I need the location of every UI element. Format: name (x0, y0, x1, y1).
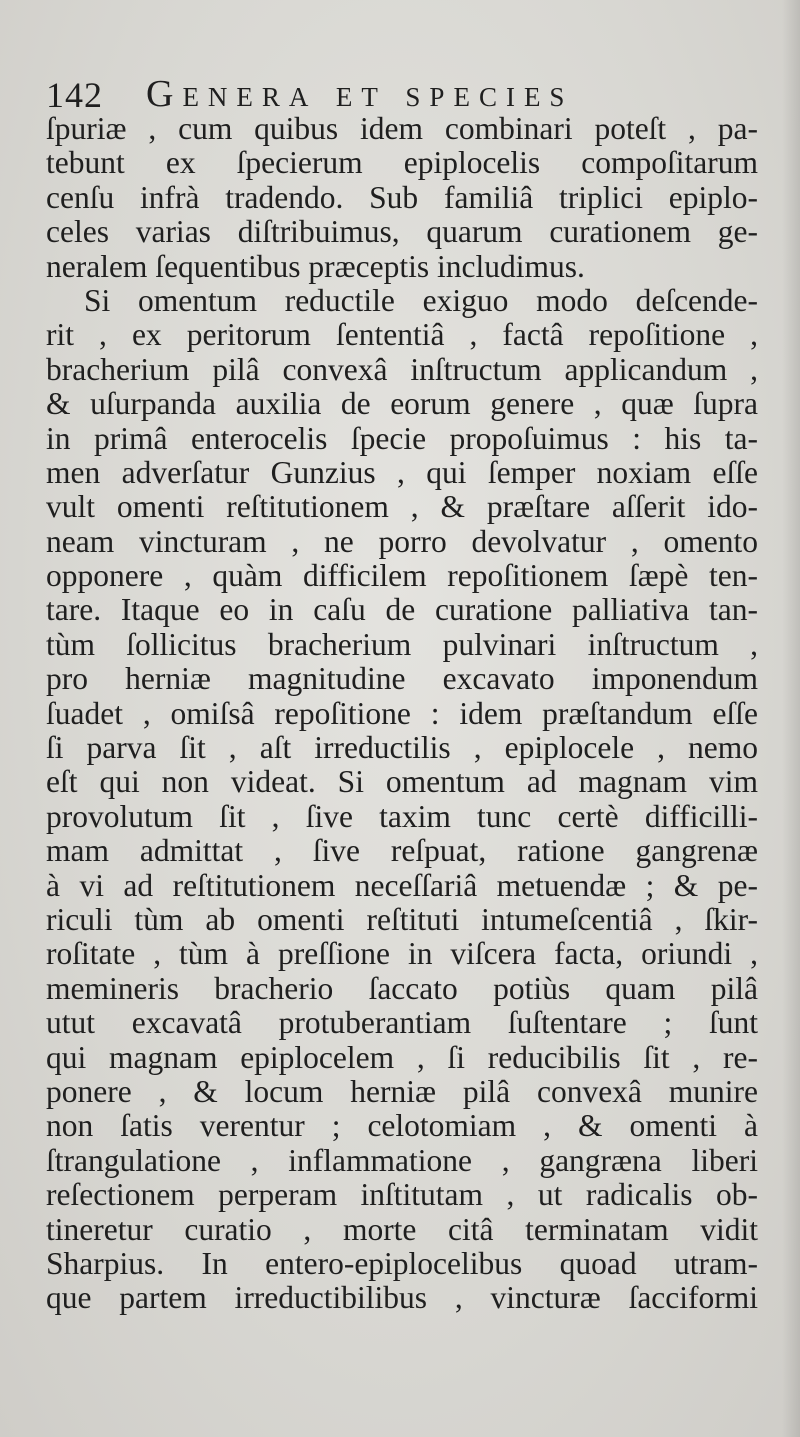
text-line: tùm ſollicitus bracherium pulvinari inſtructum , (46, 626, 758, 662)
text-line: neam vincturam , ne porro devolvatur , omento (46, 523, 758, 559)
text-line: neralem ſequentibus præceptis includimus. (46, 248, 585, 284)
text-line: rit , ex peritorum ſententiâ , factâ repoſitione , (46, 317, 758, 353)
text-line: ſi parva ſit , aſt irreductilis , epiplocele , nemo (46, 730, 758, 766)
text-line: ponere , & locum herniæ pilâ convexâ munire (46, 1073, 758, 1109)
text-line: tebunt ex ſpecierum epiplocelis compoſitarum (46, 145, 758, 181)
text-line: qui magnam epiplocelem , ſi reducibilis ſit , re- (46, 1039, 758, 1075)
text-line: ſtrangulatione , inflammatione , gangræna liberi (46, 1142, 758, 1178)
text-line: reſectionem perperam inſtitutam , ut radicalis ob- (46, 1177, 758, 1213)
text-line: cenſu infrà tradendo. Sub familiâ triplici epiplo- (46, 179, 758, 215)
text-line: roſitate , tùm à preſſione in viſcera facta, oriundi , (46, 936, 758, 972)
text-line: à vi ad reſtitutionem neceſſariâ metuendæ ; & pe- (46, 867, 758, 903)
text-line: men adverſatur Gunzius , qui ſemper noxiam eſſe (46, 454, 758, 490)
body-text (46, 112, 758, 1316)
page-edge-shadow (782, 0, 800, 1437)
text-line: eſt qui non videat. Si omentum ad magnam vim (46, 764, 758, 800)
text-line: non ſatis verentur ; celotomiam , & omenti à (46, 1108, 758, 1144)
text-line: Si omentum reductile exiguo modo deſcende- (84, 282, 758, 318)
text-line: opponere , quàm difficilem repoſitionem ſæpè ten- (46, 558, 758, 594)
text-line: tare. Itaque eo in caſu de curatione palliativa tan- (46, 592, 758, 628)
text-line: memineris bracherio ſaccato potiùs quam pilâ (46, 970, 758, 1006)
page-number: 142 (46, 75, 103, 115)
text-line: ſpuriæ , cum quibus idem combinari poteſt , pa- (46, 111, 758, 146)
text-line: celes varias diſtribuimus, quarum curationem ge- (46, 214, 758, 250)
text-line: riculi tùm ab omenti reſtituti intumeſcentiâ , ſkir- (46, 901, 758, 937)
text-line: in primâ enterocelis ſpecie propoſuimus : his ta- (46, 420, 758, 456)
text-line: mam admittat , ſive reſpuat, ratione gangrenæ (46, 833, 758, 869)
text-line: & uſurpanda auxilia de eorum genere , quæ ſupra (46, 386, 758, 422)
text-line: provolutum ſit , ſive taxim tunc certè difficilli- (46, 798, 758, 834)
text-line: utut excavatâ protuberantiam ſuſtentare ; ſunt (46, 1005, 758, 1041)
text-line: Sharpius. In entero-epiplocelibus quoad utram- (46, 1245, 758, 1281)
text-line: ſuadet , omiſsâ repoſitione : idem præſtandum eſſe (46, 695, 758, 731)
text-line: bracherium pilâ convexâ inſtructum applicandum , (46, 351, 758, 387)
text-line: que partem irreductibilibus , vincturæ ſacciformi (46, 1280, 758, 1316)
text-line: tineretur curatio , morte citâ terminatam vidit (46, 1211, 758, 1247)
text-line: pro herniæ magnitudine excavato imponendum (46, 661, 758, 697)
running-title: Genera et species (146, 73, 574, 115)
text-line: vult omenti reſtitutionem , & præſtare aſſerit ido- (46, 489, 758, 525)
